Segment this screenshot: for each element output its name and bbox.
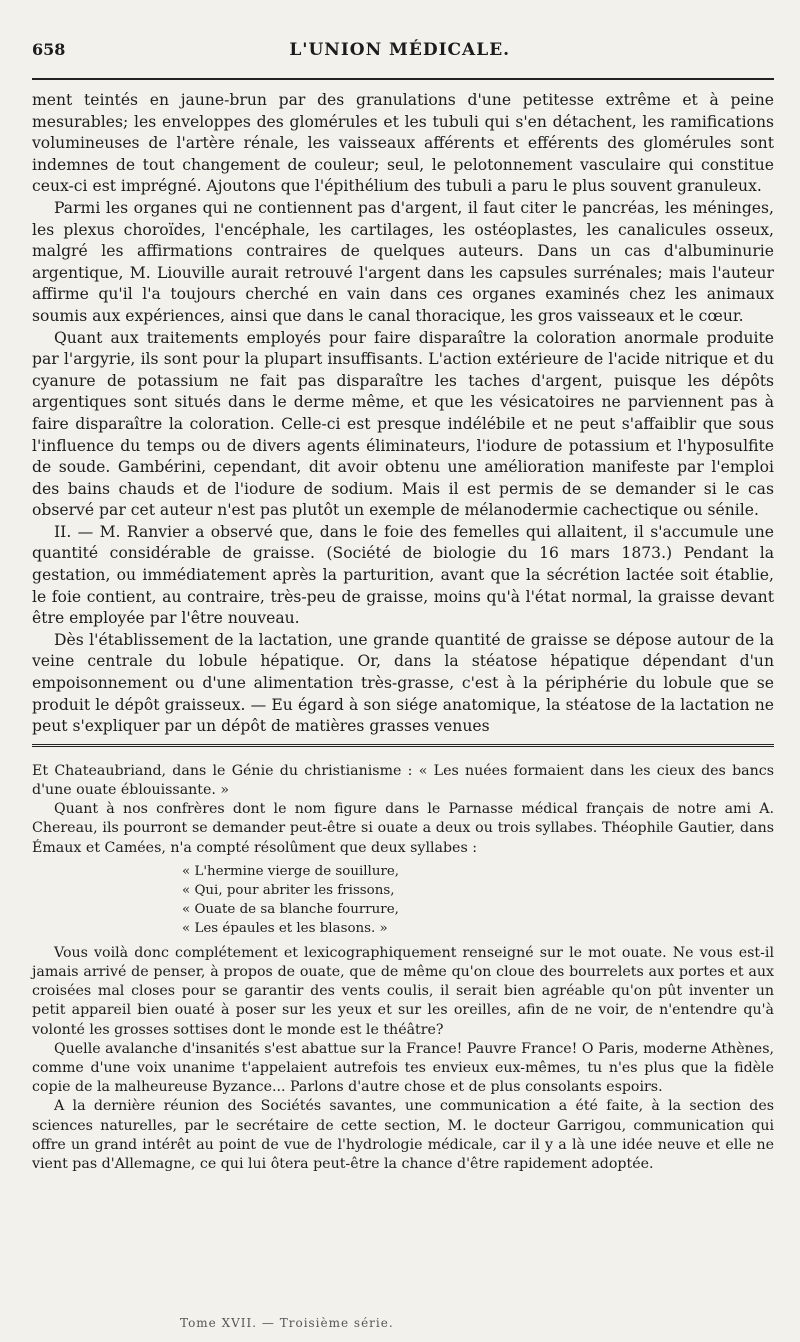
feuilleton-paragraph: Quelle avalanche d'insanités s'est abattue sur la France! Pauvre France! O Paris, moderne Athènes, comme d'une voix unanime t'appelaient autrefois tes envieux eux-mêmes, tu n'es plus que la fidèle copie de la malheureuse Byzance... Parlons d'autre chose et de plus consolants espoirs.	[32, 1040, 774, 1096]
poem-quote	[182, 862, 774, 938]
feuilleton-paragraph: Quant à nos confrères dont le nom figure dans le Parnasse médical français de notre ami A. Chereau, ils pourront se demander peut-être si ouate a deux ou trois syllabes. Théophile Gautier, dans Émaux et Camées, n'a compté résolûment que deux syllabes :	[32, 801, 774, 856]
feuilleton-divider	[32, 744, 774, 750]
main-paragraph: Quant aux traitements employés pour faire disparaître la coloration anormale produite par l'argyrie, ils sont pour la plupart insuffisants. L'action extérieure de l'acide nitrique et du cyanure de potassium ne fait pas disparaître les taches d'argent, puisque les dépôts argentiques sont situés dans le derme même, et que les vésicatoires ne parviennent pas à faire disparaître la coloration. Celle-ci est presque indélébile et ne peut s'affaiblir que sous l'influence du temps ou de divers agents éliminateurs, l'iodure de potassium et l'hyposulfite de soude. Gambérini, cependant, dit avoir obtenu une amélioration manifeste par l'emploi des bains chauds et de l'iodure de sodium. Mais il est permis de se demander si le cas observé par cet auteur n'est pas plutôt un exemple de mélanodermie cachectique ou sénile.	[32, 328, 774, 520]
feuilleton-paragraph: Vous voilà donc complétement et lexicographiquement renseigné sur le mot ouate. Ne vous est-il jamais arrivé de penser, à propos de ouate, que de même qu'on cloue des bourrelets aux portes et aux croisées mal closes pour se garantir des vents coulis, il serait bien agréable qu'on pût inventer un petit appareil bien ouaté à poser sur les yeux et sur les oreilles, afin de ne voir, de n'entendre qu'à volonté les grosses sottises dont le monde est le théâtre?	[32, 944, 774, 1038]
poem-line: « Qui, pour abriter les frissons,	[182, 882, 395, 898]
running-header	[32, 40, 774, 64]
header-rule	[32, 78, 774, 80]
poem-line: « L'hermine vierge de souillure,	[182, 863, 400, 879]
feuilleton-paragraph: Et Chateaubriand, dans le Génie du christianisme : « Les nuées formaient dans les cieux des bancs d'une ouate éblouissante. »	[32, 762, 774, 799]
main-paragraph: Dès l'établissement de la lactation, une grande quantité de graisse se dépose autour de la veine centrale du lobule hépatique. Or, dans la stéatose hépatique dépendant d'un empoisonnement ou d'une alimentation très-grasse, c'est à la périphérie du lobule que se produit le dépôt graisseux. — Eu égard à son siége anatomique, la stéatose de la lactation ne peut s'expliquer par un dépôt de matières grasses venues	[32, 630, 774, 736]
page-footer: Tome XVII. — Troisième série.	[180, 1316, 394, 1330]
poem-line: « Les épaules et les blasons. »	[182, 920, 388, 936]
main-text	[32, 90, 774, 738]
journal-title: L'UNION MÉDICALE.	[289, 40, 511, 60]
feuilleton-paragraph: A la dernière réunion des Sociétés savantes, une communication a été faite, à la section des sciences naturelles, par le secrétaire de cette section, M. le docteur Garrigou, communication qui offre un grand intérêt au point de vue de l'hydrologie médicale, car il y a là une idée neuve et elle ne vient pas d'Allemagne, ce qui lui ôtera peut-être la chance d'être rapidement adoptée.	[32, 1098, 774, 1173]
main-paragraph: II. — M. Ranvier a observé que, dans le foie des femelles qui allaitent, il s'accumule une quantité considérable de graisse. (Société de biologie du 16 mars 1873.) Pendant la gestation, ou immédiatement après la parturition, avant que la sécrétion lactée soit établie, le foie contient, au contraire, très-peu de graisse, moins qu'à l'état normal, la graisse devant être employée par l'être nouveau.	[32, 522, 774, 628]
main-paragraph: ment teintés en jaune-brun par des granulations d'une petitesse extrême et à peine mesurables; les enveloppes des glomérules et les tubuli qui s'en détachent, les ramifications volumineuses de l'artère rénale, les vaisseaux afférents et efférents des glomérules sont indemnes de tout changement de couleur; seul, le pelotonnement vasculaire qui constitue ceux-ci est imprégné. Ajoutons que l'épithélium des tubuli a paru le plus souvent granuleux.	[32, 91, 774, 196]
main-paragraph: Parmi les organes qui ne contiennent pas d'argent, il faut citer le pancréas, les méninges, les plexus choroïdes, l'encéphale, les cartilages, les ostéoplastes, les canalicules osseux, malgré les affirmations contraires de quelques auteurs. Dans un cas d'albuminurie argentique, M. Liouville aurait retrouvé l'argent dans les capsules surrénales; mais l'auteur affirme qu'il l'a toujours cherché en vain dans ces organes examinés chez les animaux soumis aux expériences, ainsi que dans le canal thoracique, les gros vaisseaux et le cœur.	[32, 198, 774, 325]
poem-line: « Ouate de sa blanche fourrure,	[182, 901, 399, 917]
page-number: 658	[32, 40, 66, 59]
feuilleton-text	[32, 762, 774, 1174]
